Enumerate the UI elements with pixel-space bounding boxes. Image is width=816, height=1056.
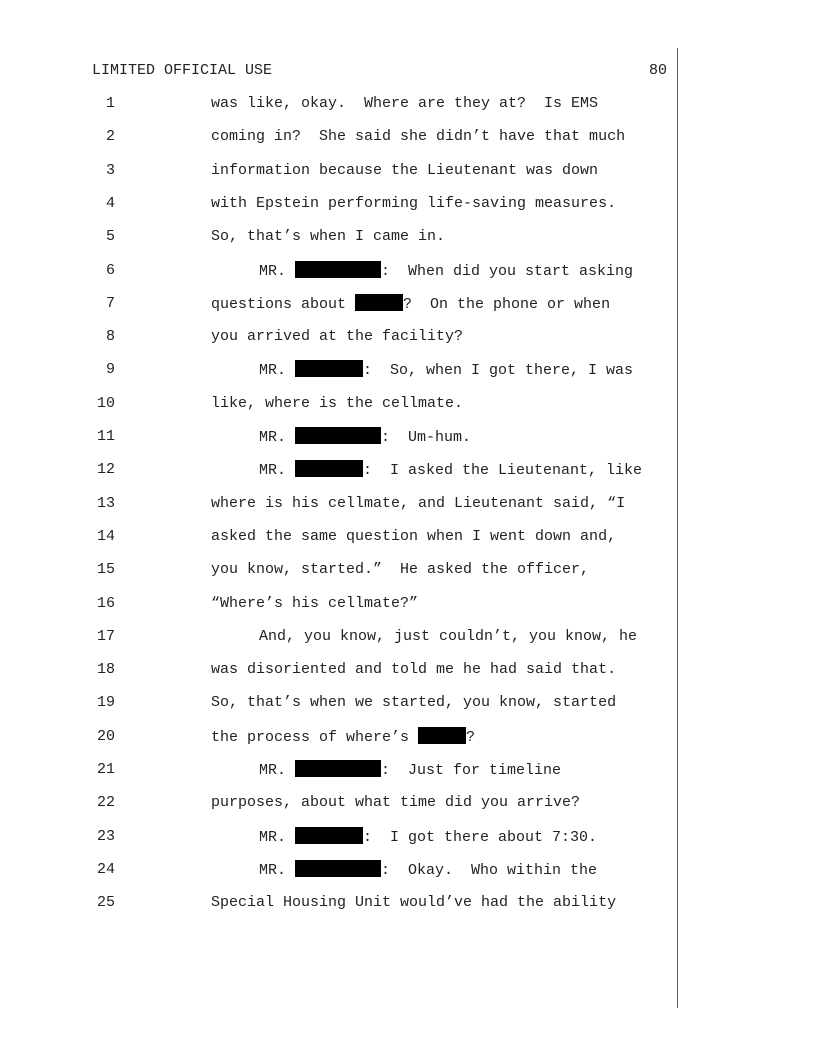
text-segment: So, that’s when I came in. (211, 228, 446, 246)
line-number: 6 (105, 261, 115, 279)
transcript-line (0, 594, 700, 614)
line-number: 4 (105, 194, 115, 212)
text-segment: Special Housing Unit would’ve had the ability (211, 894, 617, 912)
text-segment: : Okay. Who within the (381, 861, 598, 879)
text-segment: MR. (259, 861, 296, 879)
text-segment: : So, when I got there, I was (363, 362, 634, 380)
line-text (211, 227, 445, 247)
transcript-line (0, 760, 700, 780)
line-number: 16 (96, 594, 115, 612)
text-segment: like, where is the cellmate. (211, 394, 464, 412)
redaction-box (295, 460, 363, 477)
line-text (211, 94, 598, 114)
text-segment: MR. (259, 762, 296, 779)
line-text (211, 294, 610, 315)
line-number: 25 (96, 894, 115, 912)
line-text (211, 693, 616, 713)
transcript-line (0, 527, 700, 547)
text-segment: MR. (259, 429, 296, 446)
line-number: 24 (96, 860, 115, 878)
line-number: 14 (96, 527, 115, 545)
text-segment: MR. (259, 828, 296, 846)
line-text (259, 627, 637, 647)
line-text (211, 494, 625, 514)
text-segment: MR. (259, 362, 296, 380)
line-number: 5 (105, 228, 115, 246)
line-text (211, 394, 463, 414)
text-segment: you know, started.” He asked the officer, (211, 561, 590, 579)
transcript-line (0, 727, 700, 747)
redaction-box (295, 760, 381, 777)
line-text (211, 660, 616, 680)
transcript-line (0, 660, 700, 680)
transcript-line (0, 294, 700, 314)
transcript-line (0, 827, 700, 847)
transcript-line (0, 360, 700, 380)
transcript-line (0, 793, 700, 813)
line-number: 19 (96, 694, 115, 712)
line-text (211, 127, 625, 147)
line-text (211, 727, 475, 748)
line-number: 13 (96, 494, 115, 512)
text-segment: with Epstein performing life-saving measures. (211, 194, 617, 212)
line-number: 17 (96, 627, 115, 645)
line-number: 9 (105, 361, 115, 379)
line-number: 21 (96, 761, 115, 778)
transcript-line (0, 261, 700, 281)
line-text (259, 360, 633, 381)
line-number: 15 (96, 561, 115, 579)
transcript-line (0, 127, 700, 147)
transcript-line (0, 327, 700, 347)
line-number: 12 (96, 461, 115, 479)
line-number: 22 (96, 794, 115, 812)
text-segment: purposes, about what time did you arrive? (211, 794, 581, 812)
line-text (211, 527, 616, 547)
text-segment: : I got there about 7:30. (363, 828, 598, 846)
text-segment: where is his cellmate, and Lieutenant said, “I (211, 494, 626, 512)
line-number: 1 (105, 95, 115, 112)
text-segment: was disoriented and told me he had said that. (211, 661, 617, 679)
redaction-box (295, 427, 381, 444)
line-text (211, 161, 598, 181)
transcript-line (0, 427, 700, 447)
transcript-line (0, 893, 700, 913)
line-text (259, 760, 561, 781)
text-segment: : I asked the Lieutenant, like (363, 462, 643, 480)
text-segment: you arrived at the facility? (211, 328, 464, 346)
transcript-line (0, 494, 700, 514)
redaction-box (418, 727, 466, 744)
text-segment: information because the Lieutenant was down (211, 161, 599, 179)
transcript-line (0, 460, 700, 480)
transcript-line (0, 394, 700, 414)
line-text (259, 261, 633, 282)
text-segment: : When did you start asking (381, 262, 634, 280)
text-segment: So, that’s when we started, you know, started (211, 694, 617, 712)
text-segment: MR. (259, 462, 296, 480)
line-text (211, 893, 616, 913)
line-text (259, 427, 471, 448)
redaction-box (295, 827, 363, 844)
text-segment: ? (466, 728, 476, 746)
line-text (211, 194, 616, 214)
transcript-line (0, 560, 700, 580)
redaction-box (355, 294, 403, 311)
text-segment: And, you know, just couldn’t, you know, he (259, 627, 638, 645)
redaction-box (295, 261, 381, 278)
line-number: 18 (96, 661, 115, 679)
line-number: 20 (96, 727, 115, 745)
line-text (259, 460, 642, 481)
line-number: 10 (96, 394, 115, 412)
text-segment: the process of where’s (211, 728, 419, 746)
transcript-line (0, 860, 700, 880)
text-segment: ? On the phone or when (403, 295, 611, 313)
line-text (211, 594, 418, 614)
text-segment: : Um-hum. (381, 429, 472, 446)
classification-header: LIMITED OFFICIAL USE (92, 62, 273, 79)
redaction-box (295, 860, 381, 877)
line-text (211, 793, 580, 813)
redaction-box (295, 360, 363, 377)
line-number: 3 (105, 161, 115, 179)
transcript-line (0, 161, 700, 181)
line-text (259, 860, 597, 881)
transcript-line (0, 94, 700, 114)
line-number: 8 (105, 328, 115, 346)
line-number: 11 (96, 428, 115, 445)
line-number: 7 (105, 294, 115, 312)
line-text (211, 560, 589, 580)
transcript-line (0, 194, 700, 214)
text-segment: : Just for timeline (381, 762, 562, 779)
transcript-line (0, 227, 700, 247)
text-segment: coming in? She said she didn’t have that much (211, 128, 626, 146)
text-segment: MR. (259, 262, 296, 280)
line-text (259, 827, 597, 848)
line-number: 2 (105, 128, 115, 146)
text-segment: was like, okay. Where are they at? Is EMS (211, 95, 599, 112)
text-segment: asked the same question when I went down and, (211, 527, 617, 545)
text-segment: “Where’s his cellmate?” (211, 594, 419, 612)
page-number: 80 (648, 62, 667, 79)
line-text (211, 327, 463, 347)
line-number: 23 (96, 827, 115, 845)
transcript-line (0, 693, 700, 713)
transcript-line (0, 627, 700, 647)
text-segment: questions about (211, 295, 356, 313)
